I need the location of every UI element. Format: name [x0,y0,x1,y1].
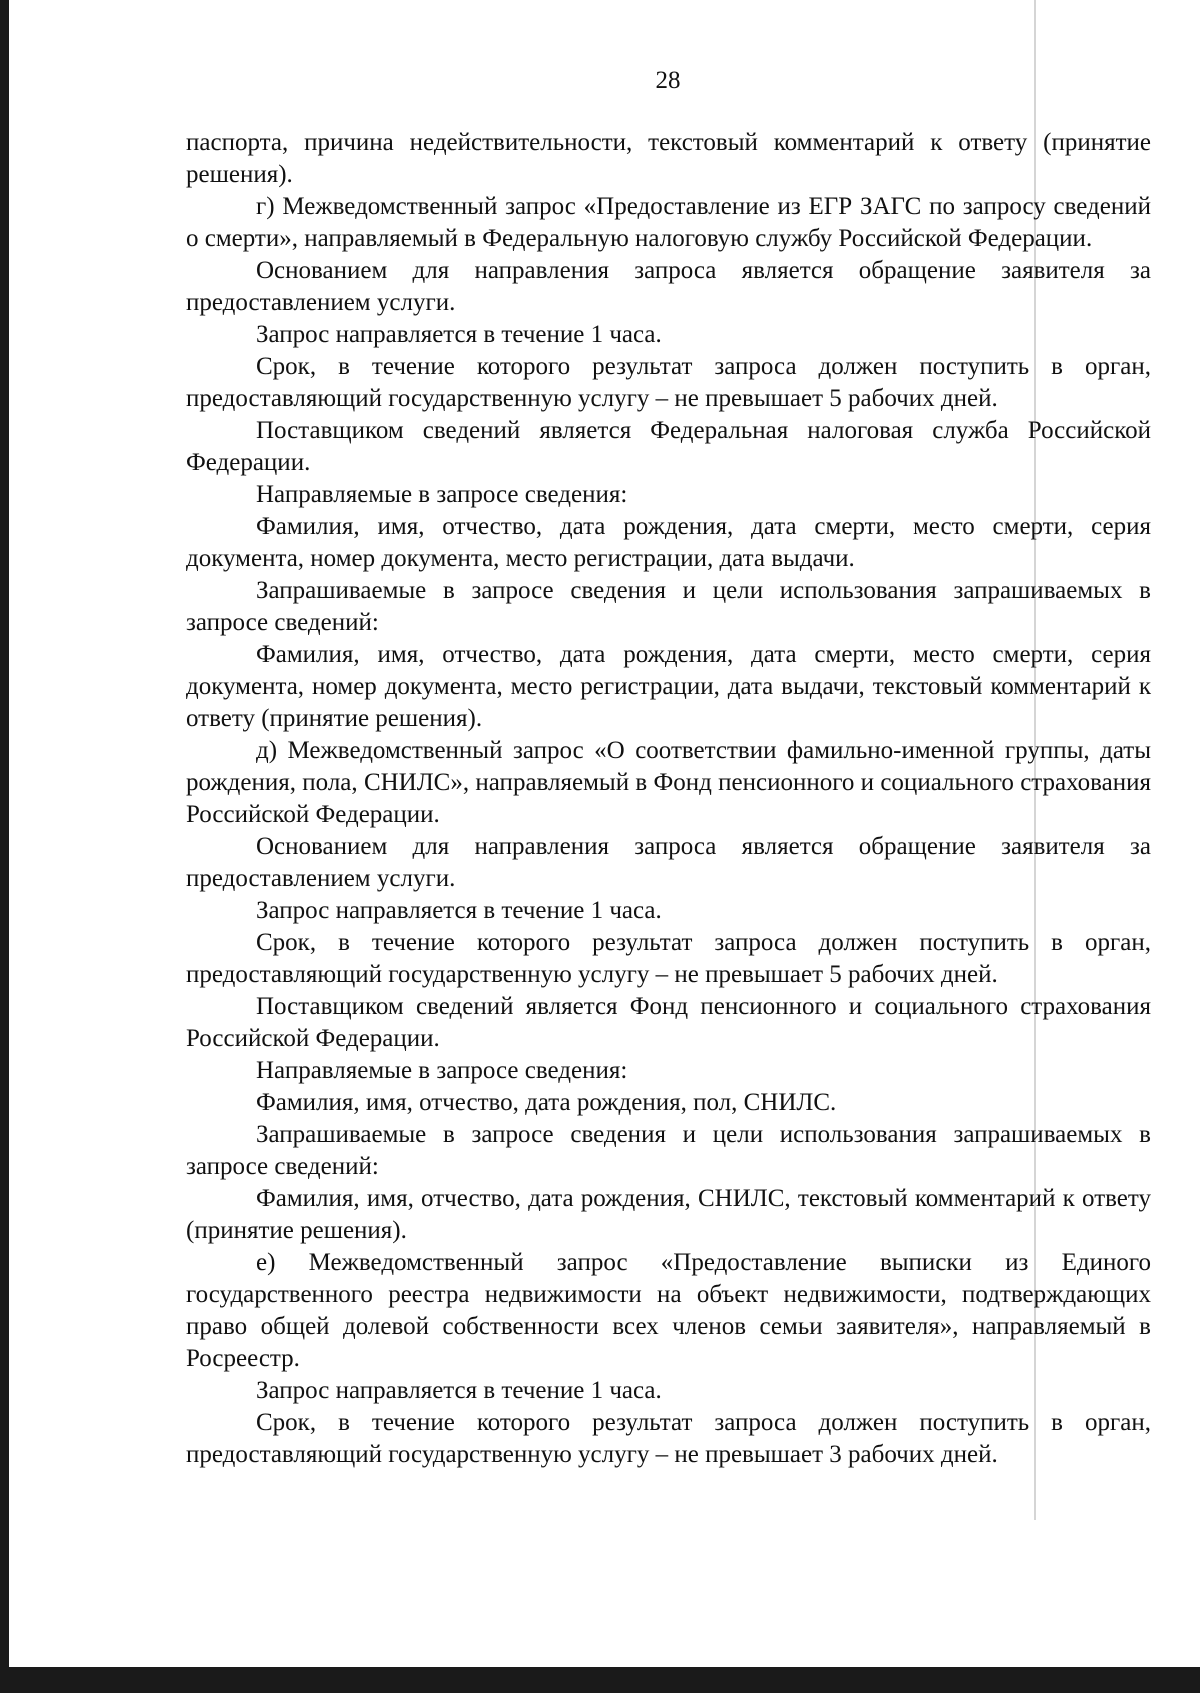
paragraph: паспорта, причина недействительности, текстовый комментарий к ответу (принятие решения). [186,129,1151,188]
document-body [186,127,1151,1471]
paragraph: г) Межведомственный запрос «Предоставление из ЕГР ЗАГС по запросу сведений о смерти», направляемый в Федеральную налоговую службу Российской Федерации. [186,193,1151,252]
paragraph: Поставщиком сведений является Федеральная налоговая служба Российской Федерации. [186,417,1151,476]
paragraph: Запрашиваемые в запросе сведения и цели использования запрашиваемых в запросе сведений: [186,1121,1151,1180]
paragraph: Срок, в течение которого результат запроса должен поступить в орган, предоставляющий государственную услугу – не превышает 5 рабочих дней. [186,353,1151,412]
paragraph: Фамилия, имя, отчество, дата рождения, дата смерти, место смерти, серия документа, номер документа, место регистрации, дата выдачи. [186,513,1151,572]
paragraph: Фамилия, имя, отчество, дата рождения, СНИЛС, текстовый комментарий к ответу (принятие решения). [186,1185,1151,1244]
paragraph: Срок, в течение которого результат запроса должен поступить в орган, предоставляющий государственную услугу – не превышает 5 рабочих дней. [186,929,1151,988]
paragraph: Направляемые в запросе сведения: [256,1057,628,1084]
paragraph: Запрос направляется в течение 1 часа. [256,897,662,924]
paragraph: Основанием для направления запроса является обращение заявителя за предоставлением услуги. [186,257,1151,316]
paragraph: Поставщиком сведений является Фонд пенсионного и социального страхования Российской Федерации. [186,993,1151,1052]
paragraph: е) Межведомственный запрос «Предоставление выписки из Единого государственного реестра недвижимости на объект недвижимости, подтверждающих право общей долевой собственности всех членов семьи заявителя», направляемый в Росреестр. [186,1249,1151,1372]
paragraph: Основанием для направления запроса является обращение заявителя за предоставлением услуги. [186,833,1151,892]
paragraph: Запрашиваемые в запросе сведения и цели использования запрашиваемых в запросе сведений: [186,577,1151,636]
paragraph: д) Межведомственный запрос «О соответствии фамильно-именной группы, даты рождения, пола, СНИЛС», направляемый в Фонд пенсионного и социального страхования Российской Федерации. [186,737,1151,828]
paragraph: Запрос направляется в течение 1 часа. [256,321,662,348]
scan-left-border [0,0,9,1693]
paragraph: Запрос направляется в течение 1 часа. [256,1377,662,1404]
scan-bottom-border [0,1667,1200,1693]
paragraph: Направляемые в запросе сведения: [256,481,628,508]
paragraph: Фамилия, имя, отчество, дата рождения, пол, СНИЛС. [256,1089,837,1116]
page-number: 28 [655,67,681,94]
paragraph: Фамилия, имя, отчество, дата рождения, дата смерти, место смерти, серия документа, номер документа, место регистрации, дата выдачи, текстовый комментарий к ответу (принятие решения). [186,641,1151,732]
paragraph: Срок, в течение которого результат запроса должен поступить в орган, предоставляющий государственную услугу – не превышает 3 рабочих дней. [186,1409,1151,1468]
